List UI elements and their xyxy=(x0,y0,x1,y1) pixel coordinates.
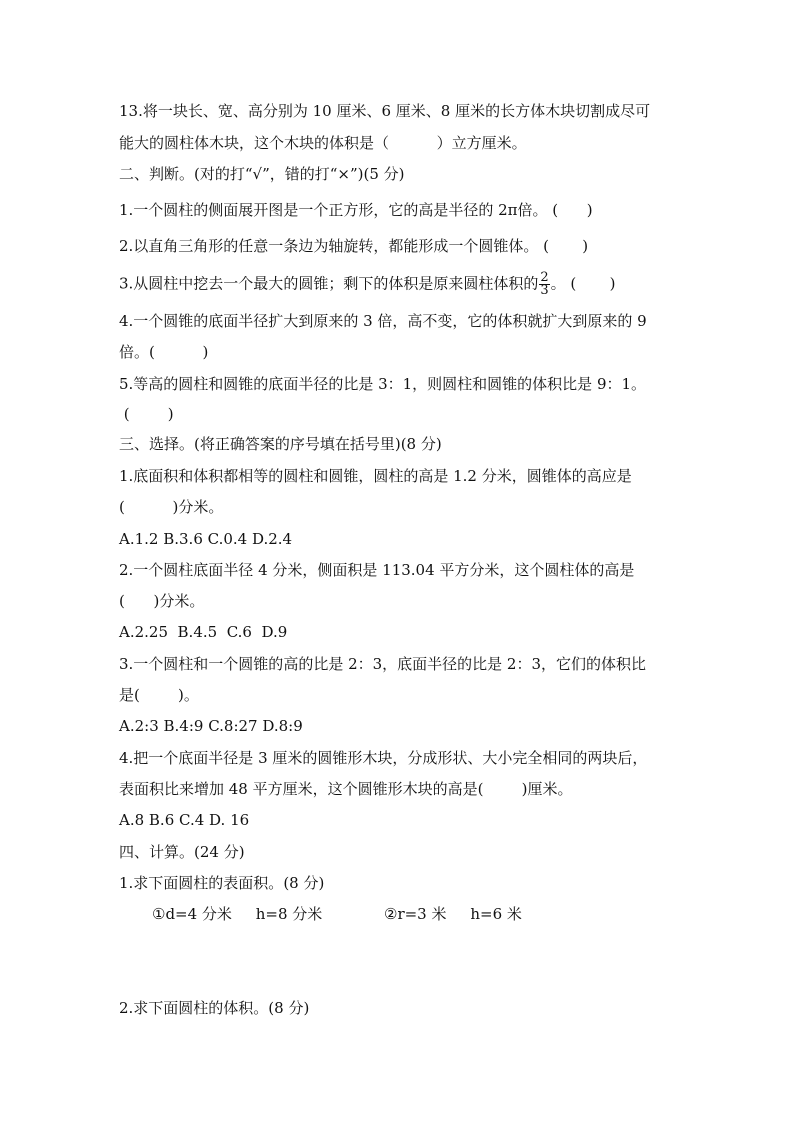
choice-1-line-2: ( )分米。 xyxy=(119,498,224,516)
choice-4-options: A.8 B.6 C.4 D. 16 xyxy=(119,811,250,829)
judge-item-2: 2.以直角三角形的任意一条边为轴旋转，都能形成一个圆锥体。 ( ) xyxy=(119,237,589,255)
judge-item-5-line-2: ( ) xyxy=(119,405,174,423)
section-2-heading: 二、判断。(对的打“√”，错的打“×”)(5 分) xyxy=(119,165,405,183)
q13-line-2: 能大的圆柱体木块，这个木块的体积是（ ）立方厘米。 xyxy=(119,134,527,152)
judge-item-3-text: 3.从圆柱中挖去一个最大的圆锥；剩下的体积是原来圆柱体积的 xyxy=(119,274,539,293)
fraction-two-thirds xyxy=(539,272,549,297)
choice-4-line-1: 4.把一个底面半径是 3 厘米的圆锥形木块，分成形状、大小完全相同的两块后， xyxy=(119,749,648,767)
section-4-heading: 四、计算。(24 分) xyxy=(119,843,245,861)
calc-q1-sub-1: ①d=4 分米 h=8 分米 xyxy=(152,905,323,923)
judge-item-3 xyxy=(119,272,615,297)
calc-question-1: 1.求下面圆柱的表面积。(8 分) xyxy=(119,874,325,892)
judge-item-4-line-2: 倍。( ) xyxy=(119,343,209,361)
choice-1-line-1: 1.底面积和体积都相等的圆柱和圆锥，圆柱的高是 1.2 分米，圆锥体的高应是 xyxy=(119,467,632,485)
choice-4-line-2: 表面积比来增加 48 平方厘米，这个圆锥形木块的高是( )厘米。 xyxy=(119,780,573,798)
fraction-denominator: 3 xyxy=(540,283,549,298)
judge-item-5-line-1: 5.等高的圆柱和圆锥的底面半径的比是 3：1，则圆柱和圆锥的体积比是 9：1。 xyxy=(119,375,647,393)
section-3-heading: 三、选择。(将正确答案的序号填在括号里)(8 分) xyxy=(119,435,442,453)
choice-3-line-1: 3.一个圆柱和一个圆锥的高的比是 2：3，底面半径的比是 2：3，它们的体积比 xyxy=(119,655,647,673)
choice-1-options: A.1.2 B.3.6 C.0.4 D.2.4 xyxy=(119,530,293,548)
judge-item-4-line-1: 4.一个圆锥的底面半径扩大到原来的 3 倍，高不变，它的体积就扩大到原来的 9 xyxy=(119,312,647,330)
judge-item-1: 1.一个圆柱的侧面展开图是一个正方形，它的高是半径的 2π倍。 ( ) xyxy=(119,201,593,219)
choice-2-line-1: 2.一个圆柱底面半径 4 分米，侧面积是 113.04 平方分米，这个圆柱体的高是 xyxy=(119,561,635,579)
calc-q1-sub-2: ②r=3 米 h=6 米 xyxy=(384,905,522,923)
calc-question-2: 2.求下面圆柱的体积。(8 分) xyxy=(119,999,310,1017)
choice-2-options: A.2.25 B.4.5 C.6 D.9 xyxy=(119,623,288,641)
fraction-numerator: 2 xyxy=(540,270,549,285)
judge-item-3-tail: 。 ( ) xyxy=(550,274,616,293)
choice-3-line-2: 是( )。 xyxy=(119,686,199,704)
choice-2-line-2: ( )分米。 xyxy=(119,592,205,610)
q13-line-1: 13.将一块长、宽、高分别为 10 厘米、6 厘米、8 厘米的长方体木块切割成尽可 xyxy=(119,102,651,120)
choice-3-options: A.2:3 B.4:9 C.8:27 D.8:9 xyxy=(119,717,303,735)
